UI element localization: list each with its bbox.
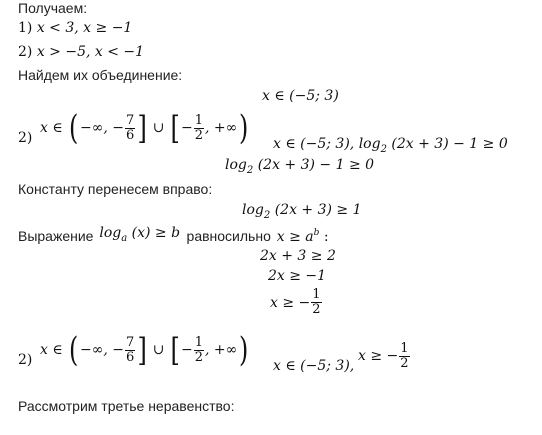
step-1: 2x + 3 ≥ 2: [260, 248, 336, 264]
union-result: x ∈ (−5; 3): [262, 88, 339, 104]
line-a-union: ∪: [152, 120, 165, 136]
line-b-fraction-1-2: $\frac{1}{2}$: [194, 334, 204, 365]
line-a-pos-inf: , +∞: [205, 120, 238, 136]
line-a-minus: −: [181, 120, 193, 136]
step-3-fraction: $\frac{1}{2}$: [312, 287, 321, 317]
line-b-number: 2): [18, 352, 33, 368]
log-inequality-2: $\log_2 (2x + 3) \ge 1$: [242, 202, 362, 221]
line-b-tail: x ∈ (−5; 3),: [273, 358, 355, 374]
case-2-number: 2): [18, 44, 33, 60]
step-2: 2x ≥ −1: [268, 268, 327, 284]
case-2-expression: x > −5, x < −1: [36, 44, 145, 60]
line-b-close-paren: ): [239, 330, 249, 370]
line-a-neg-inf: −∞, −: [79, 120, 125, 136]
case-1-expression: x < 3, x ≥ −1: [36, 20, 133, 36]
log-inequality-1: $\log_2 (2x + 3) - 1 \ge 0$: [225, 157, 375, 176]
step-3: x ≥ − $\frac{1}{2}$: [270, 287, 321, 317]
line-a-x-in: x ∈: [40, 120, 63, 136]
power-expression: $x \ge a^b$ :: [276, 228, 329, 245]
line-a-number: 2): [18, 130, 33, 146]
line-b-open-paren: (: [68, 330, 78, 370]
line-a-close-paren: ): [239, 108, 249, 148]
case-1: [18, 20, 132, 36]
line-b-open-bracket: [: [170, 331, 180, 369]
line-a-fraction-1-2: $\frac{1}{2}$: [194, 112, 204, 143]
third-inequality-heading: Рассмотрим третье неравенство:: [18, 398, 235, 414]
line-b-pos-inf: , +∞: [205, 342, 238, 358]
line-a-open-bracket: [: [170, 109, 180, 147]
log-a-expression: $\log_a (x) \ge b$: [99, 225, 181, 244]
line-b-union: ∪: [152, 342, 165, 358]
equivalent-word: равносильно: [186, 228, 271, 244]
line-a-close-bracket: ]: [137, 109, 148, 147]
equivalence-line: [18, 225, 329, 245]
line-a-interval: [40, 108, 251, 148]
expression-word: Выражение: [18, 228, 94, 244]
line-b-interval: [40, 330, 251, 370]
line-b-fraction-7-6: $\frac{7}{6}$: [126, 334, 135, 365]
case-1-number: 1): [18, 20, 33, 36]
union-heading: Найдем их объединение:: [18, 67, 183, 83]
line-b-tail-inequality: x ≥ − $\frac{1}{2}$: [358, 340, 409, 371]
line-b-minus: −: [181, 342, 193, 358]
intro-text: Получаем:: [18, 0, 88, 16]
move-constant-heading: Константу перенесем вправо:: [18, 181, 213, 197]
line-b-x-in: x ∈: [40, 342, 63, 358]
line-a-tail: x ∈ (−5; 3), $\log_2 (2x + 3) - 1 \ge 0$: [273, 136, 508, 155]
line-b-neg-inf: −∞, −: [79, 342, 125, 358]
case-2: [18, 44, 144, 60]
line-b-close-bracket: ]: [137, 331, 148, 369]
line-b-tail-fraction: $\frac{1}{2}$: [400, 340, 409, 371]
line-a-open-paren: (: [68, 108, 78, 148]
line-a-fraction-7-6: $\frac{7}{6}$: [126, 112, 135, 143]
